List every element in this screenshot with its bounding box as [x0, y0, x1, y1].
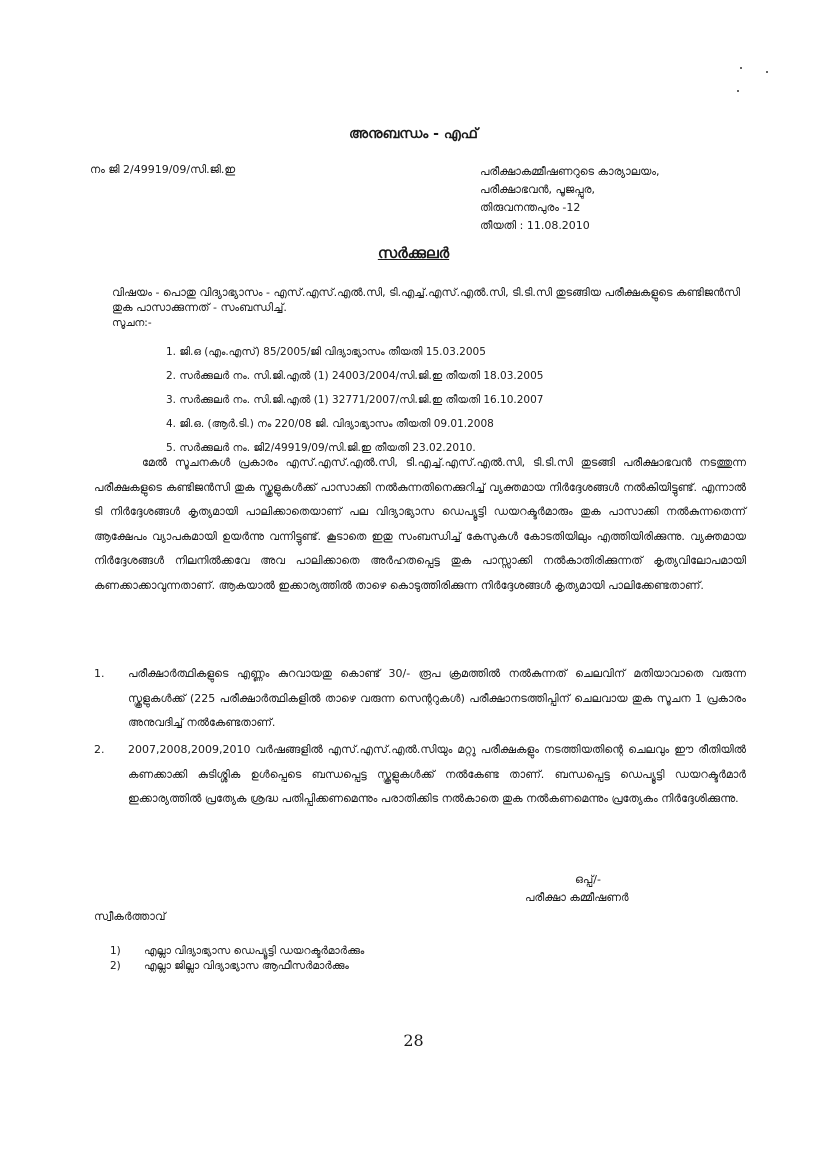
scan-speck	[766, 71, 768, 73]
scan-speck	[737, 90, 739, 92]
reference-item: 4. ജി.ഒ. (ആർ.ടി.) നം 220/08 ജി. വിദ്യാഭ്യാസം തീയതി 09.01.2008	[166, 418, 494, 430]
subject: വിഷയം - പൊതു വിദ്യാഭ്യാസം - എസ്.എസ്.എൽ.സി, ടി.എച്ച്.എസ്.എൽ.സി, ടി.ടി.സി തുടങ്ങിയ പരീക്ഷകളുടെ കണ്ടിജൻസി തുക പാസാക്കുന്നത് - സംബന്ധിച്ച്.	[112, 286, 741, 314]
reference-item: 3. സർക്കുലർ നം. സി.ജി.എൽ (1) 32771/2007/സി.ജി.ഇ തീയതി 16.10.2007	[166, 394, 544, 406]
address-line: പരീക്ഷാകമ്മീഷണറുടെ കാര്യാലയം,	[480, 165, 660, 178]
annexure-heading: അനുബന്ധം - എഫ്	[349, 126, 478, 142]
reference-item: 2. സർക്കുലർ നം. സി.ജി.എൽ (1) 24003/2004/സി.ജി.ഇ തീയതി 18.03.2005	[166, 370, 544, 382]
signature: ഒപ്പ്/-	[575, 873, 601, 886]
reference-note-label: സൂചന:-	[112, 317, 152, 329]
recipients-list	[110, 944, 364, 974]
reference-item: 5. സർക്കുലർ നം. ജി2/49919/09/സി.ജി.ഇ തീയതി 23.02.2010.	[166, 442, 476, 454]
recipient-number: 2)	[110, 960, 121, 972]
office-address	[480, 163, 660, 235]
signatory-title: പരീക്ഷാ കമ്മീഷണർ	[525, 891, 629, 904]
recipient-text: എല്ലാ ജില്ലാ വിദ്യാഭ്യാസ ആഫീസർമാർക്കും	[144, 960, 349, 972]
address-line: തിരുവനന്തപുരം -12	[480, 201, 581, 214]
instruction-number: 2.	[94, 743, 105, 756]
scan-speck	[740, 67, 742, 69]
recipients-label: സ്വീകർത്താവ്	[94, 910, 166, 923]
recipient-item	[110, 944, 364, 959]
instruction-text: പരീക്ഷാർത്ഥികളുടെ എണ്ണം കുറവായതു കൊണ്ട് 30/- രൂപ ക്രമത്തിൽ നൽകുന്നത് ചെലവിന് മതിയാവാതെ വരുന്ന സ്കൂളുകൾക്ക് (225 പരീക്ഷാർത്ഥികളിൽ താഴെ വരുന്ന സെന്ററുകൾ) പരീക്ഷാനടത്തിപ്പിന് ചെലവായ തുക സൂചന 1 പ്രകാരം അനുവദിച്ച് നൽകേണ്ടതാണ്.	[128, 667, 746, 729]
body-paragraph: മേൽ സൂചനകൾ പ്രകാരം എസ്.എസ്.എൽ.സി, ടി.എച്ച്.എസ്.എൽ.സി, ടി.ടി.സി തുടങ്ങി പരീക്ഷാഭവൻ നടത്തുന്ന പരീക്ഷകളുടെ കണ്ടിജൻസി തുക സ്കൂളുകൾക്ക് പാസാക്കി നൽകുന്നതിനെക്കുറിച്ച് വ്യക്തമായ നിർദ്ദേശങ്ങൾ നൽകിയിട്ടുണ്ട്. എന്നാൽ ടി നിർദ്ദേശങ്ങൾ കൃത്യമായി പാലിക്കാതെയാണ് പല വിദ്യാഭ്യാസ ഡെപ്യൂട്ടി ഡയറക്ടർമാരും തുക പാസാക്കി നൽകുന്നതെന്ന് ആക്ഷേപം വ്യാപകമായി ഉയർന്നു വന്നിട്ടുണ്ട്. കൂടാതെ ഇതു സംബന്ധിച്ച് കേസുകൾ കോടതിയിലും എത്തിയിരിക്കുന്നു. വ്യക്തമായ നിർദ്ദേശങ്ങൾ നിലനിൽക്കവേ അവ പാലിക്കാതെ അർഹതപ്പെട്ട തുക പാസ്സാക്കി നൽകാതിരിക്കുന്നത് കൃത്യവിലോപമായി കണക്കാക്കാവുന്നതാണ്. ആകയാൽ ഇക്കാര്യത്തിൽ താഴെ കൊടുത്തിരിക്കുന്ന നിർദ്ദേശങ്ങൾ കൃത്യമായി പാലിക്കേണ്ടതാണ്.	[94, 456, 746, 592]
recipient-item	[110, 959, 364, 974]
reference-item: 1. ജി.ഒ (എം.എസ്) 85/2005/ജി വിദ്യാഭ്യാസം തീയതി 15.03.2005	[166, 346, 486, 358]
date-line: തീയതി : 11.08.2010	[480, 219, 590, 232]
reference-list	[166, 340, 543, 460]
recipient-text: എല്ലാ വിദ്യാഭ്യാസ ഡെപ്യൂട്ടി ഡയറക്ടർമാർക്കും	[144, 945, 365, 957]
instruction-text: 2007,2008,2009,2010 വർഷങ്ങളിൽ എസ്.എസ്.എൽ.സിയും മറ്റു പരീക്ഷകളും നടത്തിയതിന്റെ ചെലവും ഈ രീതിയിൽ കണക്കാക്കി കുടിശ്ശിക ഉൾപ്പെടെ ബന്ധപ്പെട്ട സ്കൂളുകൾക്ക് നൽകേണ്ട താണ്. ബന്ധപ്പെട്ട ഡെപ്യൂട്ടി ഡയറക്ടർമാർ ഇക്കാര്യത്തിൽ പ്രത്യേക ശ്രദ്ധ പതിപ്പിക്കണമെന്നും പരാതിക്കിട നൽകാതെ തുക നൽകണമെന്നും പ്രത്യേകം നിർദ്ദേശിക്കുന്നു.	[128, 743, 746, 805]
circular-title-wrap	[0, 244, 827, 262]
page-number: 28	[403, 1031, 424, 1050]
instruction-number: 1.	[94, 667, 105, 680]
address-line: പരീക്ഷാഭവൻ, പൂജപ്പുര,	[480, 183, 595, 196]
circular-title: സർക്കുലർ	[377, 244, 450, 262]
reference-number: നം ജി 2/49919/09/സി.ജി.ഇ	[90, 163, 236, 176]
recipient-number: 1)	[110, 945, 121, 957]
